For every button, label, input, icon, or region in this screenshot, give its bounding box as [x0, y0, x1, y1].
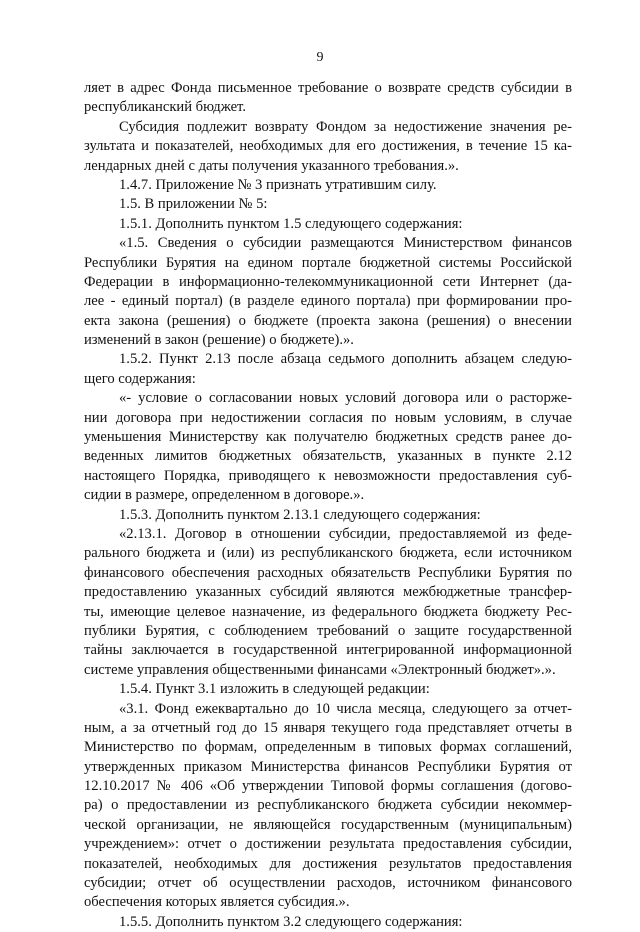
text-line: 1.5.4. Пункт 3.1 изложить в следующей редакции: — [119, 681, 430, 698]
text-line: веденных лимитов бюджетных обязательств, указанных в пункте 2.12 — [84, 448, 572, 465]
text-line: учреждением»: отчет о достижении результата предоставления субсидии, — [84, 836, 572, 853]
text-line: ляет в адрес Фонда письменное требование о возврате средств субсидии в — [84, 80, 572, 96]
text-line: изменений в закон (решение) о бюджете).». — [84, 332, 354, 349]
text-line: обеспечения которых является субсидия.». — [84, 894, 350, 911]
text-line: ным, а за отчетный год до 15 января текущего года представляет отчеты в — [84, 719, 572, 736]
text-line: настоящего Порядка, приводящего к невозможности предоставления суб- — [84, 467, 572, 484]
text-line: публики Бурятия, с соблюдением требований о защите государственной — [84, 622, 572, 639]
text-line: 1.5.2. Пункт 2.13 после абзаца седьмого дополнить абзацем следую- — [119, 351, 572, 368]
text-line: 1.5.5. Дополнить пунктом 3.2 следующего содержания: — [119, 913, 463, 930]
text-line: «2.13.1. Договор в отношении субсидии, предоставляемой из феде- — [119, 525, 572, 542]
text-line: уменьшения Министерству как получателю бюджетных средств ранее до- — [84, 429, 572, 446]
text-line: ческой организации, не являющейся государственным (муниципальным) — [84, 816, 572, 833]
text-line: екта закона (решения) о бюджете (проекта закона (решения) о внесении — [84, 312, 572, 329]
text-line: показателей, необходимых для достижения результатов предоставления — [84, 855, 572, 872]
text-line: субсидии; отчет об осуществлении расходов, источником финансового — [84, 875, 572, 892]
text-line: 12.10.2017 № 406 «Об утверждении Типовой формы соглашения (догово- — [84, 778, 572, 795]
text-line: зультата и показателей, необходимых для его достижения, в течение 15 ка- — [84, 138, 572, 155]
text-line: рального бюджета и (или) из республиканского бюджета, если источником — [84, 545, 572, 562]
text-line: Республики Бурятия на едином портале бюджетной системы Российской — [84, 254, 572, 271]
document-body — [84, 79, 572, 932]
text-line: 1.5.3. Дополнить пунктом 2.13.1 следующего содержания: — [119, 506, 481, 523]
text-line: Субсидия подлежит возврату Фондом за недостижение значения ре- — [119, 118, 572, 135]
text-line: ты, имеющие целевое назначение, из федерального бюджета бюджету Рес- — [84, 603, 572, 620]
text-line: 1.5. В приложении № 5: — [119, 196, 268, 213]
text-line: Федерации в информационно-телекоммуникационной сети Интернет (да- — [84, 273, 572, 290]
text-line: Министерство по формам, определенным в типовых формах соглашений, — [84, 739, 572, 756]
text-line: «3.1. Фонд ежеквартально до 10 числа месяца, следующего за отчет- — [119, 700, 572, 717]
text-line: утвержденных приказом Министерства финансов Республики Бурятия от — [84, 758, 572, 775]
text-line: тайны заключается в государственной интегрированной информационной — [84, 642, 572, 659]
text-line: республиканский бюджет. — [84, 99, 246, 116]
text-line: ра) о предоставлении из республиканского бюджета субсидии некоммер- — [84, 797, 572, 814]
text-line: сидии в размере, определенном в договоре.». — [84, 487, 365, 504]
text-line: финансового обеспечения расходных обязательств Республики Бурятия по — [84, 564, 572, 581]
text-line: 1.4.7. Приложение № 3 признать утратившим силу. — [119, 176, 437, 193]
text-line: лендарных дней с даты получения указанного требования.». — [84, 157, 459, 174]
text-line: предоставлению указанных субсидий являются межбюджетные трансфер- — [84, 584, 572, 601]
text-line: «- условие о согласовании новых условий договора или о расторже- — [119, 390, 572, 407]
text-line: щего содержания: — [84, 370, 196, 387]
text-line: системе управления общественными финансами «Электронный бюджет».». — [84, 661, 556, 678]
text-line: нии договора при недостижении согласия по новым условиям, в случае — [84, 409, 572, 426]
text-line: «1.5. Сведения о субсидии размещаются Министерством финансов — [119, 235, 572, 252]
page-number: 9 — [316, 50, 324, 65]
text-line: лее - единый портал) (в разделе единого портала) при формировании про- — [84, 293, 572, 310]
text-line: 1.5.1. Дополнить пунктом 1.5 следующего содержания: — [119, 215, 463, 232]
